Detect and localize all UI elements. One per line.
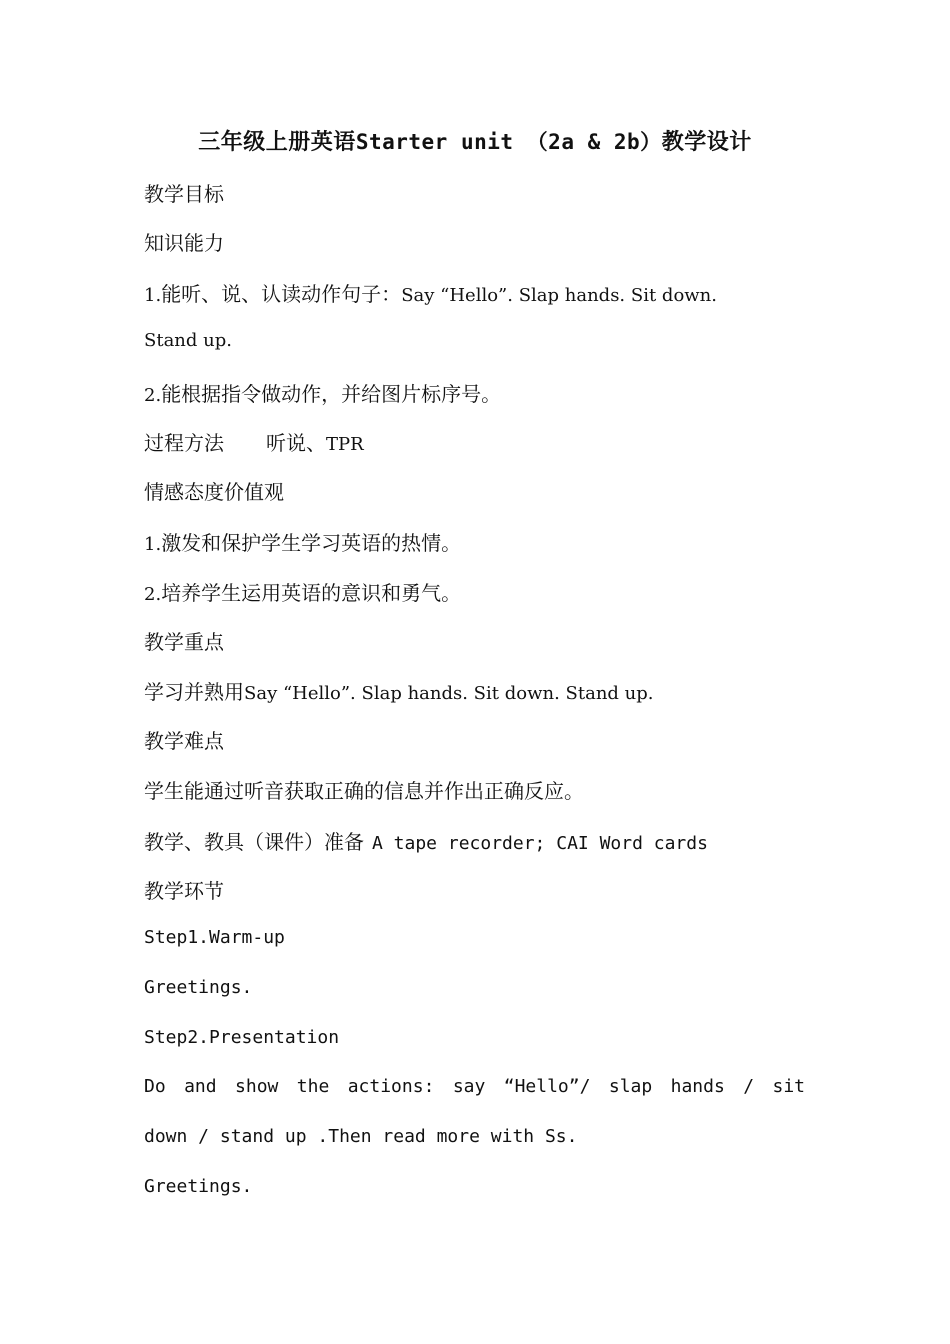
materials-text: A tape recorder; CAI Word cards [372, 833, 708, 854]
emotion-item-1 [144, 527, 805, 556]
process-value-en: TPR [326, 434, 364, 455]
step2-title: Step2.Presentation [144, 1027, 340, 1048]
emotion-item-1-number: 1. [144, 534, 162, 555]
materials-line [144, 826, 805, 855]
key-points-heading: 教学重点 [144, 630, 224, 654]
objectives-heading: 教学目标 [144, 182, 224, 206]
knowledge-item-2 [144, 378, 805, 407]
step1-text: Greetings. [144, 977, 253, 998]
process-line [144, 427, 805, 456]
step1-title: Step1.Warm-up [144, 927, 285, 948]
title-zh-suffix: 教学设计 [661, 130, 752, 155]
knowledge-heading: 知识能力 [144, 231, 224, 255]
emotion-item-2-zh: 培养学生运用英语的意识和勇气。 [161, 581, 462, 605]
procedure-heading: 教学环节 [144, 879, 224, 903]
title-zh-prefix: 三年级上册英语 [198, 130, 356, 155]
knowledge-item-2-number: 2. [144, 385, 162, 406]
title-latin: Starter unit （2a & 2b） [355, 130, 662, 154]
process-heading: 过程方法 [144, 431, 224, 455]
emotion-heading: 情感态度价值观 [144, 480, 284, 504]
process-value-zh: 听说、 [266, 431, 326, 455]
knowledge-item-1-continued: Stand up. [144, 330, 232, 351]
step2-text-line-1: Do and show the actions: say “Hello”/ slap hands / sit [144, 1076, 805, 1097]
emotion-item-2-number: 2. [144, 584, 162, 605]
knowledge-item-1-zh: 能听、说、认读动作句子： [161, 282, 402, 306]
step2-text-line-2: down / stand up .Then read more with Ss. [144, 1126, 578, 1147]
document-title [0, 125, 950, 156]
difficulties-text: 学生能通过听音获取正确的信息并作出正确反应。 [144, 779, 584, 803]
knowledge-item-1 [144, 278, 805, 307]
key-points-text [144, 676, 805, 705]
knowledge-item-1-en: Say “Hello”. Slap hands. Sit down. [401, 285, 717, 306]
step2-text-line-3: Greetings. [144, 1176, 253, 1197]
materials-heading: 教学、教具（课件）准备 [144, 830, 364, 854]
key-points-text-en: Say “Hello”. Slap hands. Sit down. Stand up. [244, 683, 654, 704]
emotion-item-1-zh: 激发和保护学生学习英语的热情。 [161, 531, 462, 555]
knowledge-item-2-zh: 能根据指令做动作，并给图片标序号。 [161, 382, 502, 406]
key-points-text-zh: 学习并熟用 [144, 680, 244, 704]
emotion-item-2 [144, 577, 805, 606]
difficulties-heading: 教学难点 [144, 729, 224, 753]
knowledge-item-1-number: 1. [144, 285, 162, 306]
